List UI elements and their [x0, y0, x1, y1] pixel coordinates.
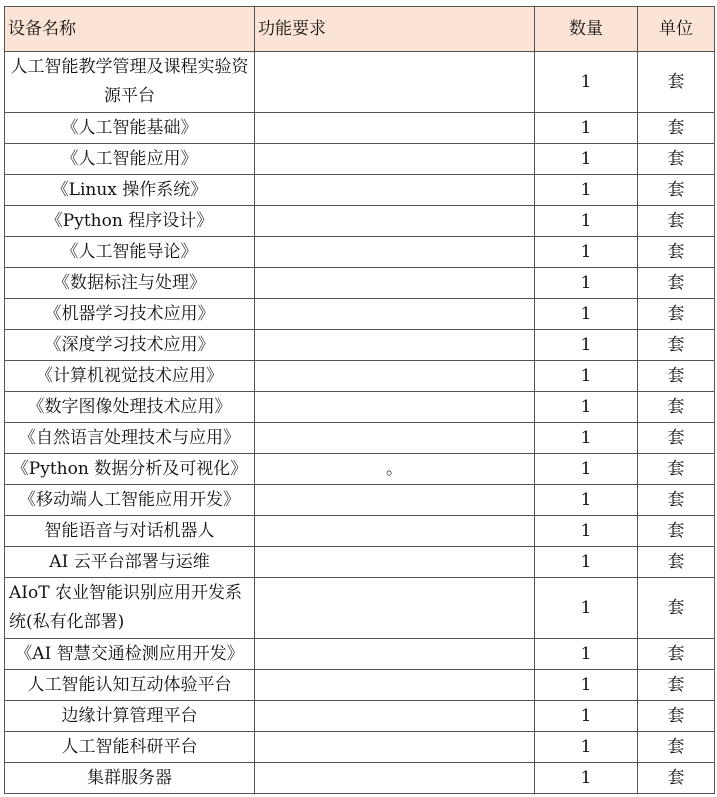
device-name-cell: 人工智能科研平台 [5, 732, 255, 763]
function-cell [255, 299, 535, 330]
unit-cell: 套 [638, 330, 715, 361]
function-cell [255, 52, 535, 113]
function-cell [255, 330, 535, 361]
unit-cell: 套 [638, 547, 715, 578]
unit-cell: 套 [638, 423, 715, 454]
quantity-cell: 1 [535, 701, 638, 732]
unit-cell: 套 [638, 113, 715, 144]
equipment-table [4, 6, 715, 794]
function-cell [255, 423, 535, 454]
function-cell [255, 701, 535, 732]
header-device-name: 设备名称 [5, 7, 255, 52]
device-name-cell: 《数字图像处理技术应用》 [5, 392, 255, 423]
quantity-cell: 1 [535, 454, 638, 485]
quantity-cell: 1 [535, 175, 638, 206]
device-name-cell: 集群服务器 [5, 763, 255, 794]
device-name-cell: 《移动端人工智能应用开发》 [5, 485, 255, 516]
device-name-cell: 《Python 数据分析及可视化》 [5, 454, 255, 485]
quantity-cell: 1 [535, 732, 638, 763]
device-name-cell: 《人工智能基础》 [5, 113, 255, 144]
device-name-cell: 《计算机视觉技术应用》 [5, 361, 255, 392]
header-quantity: 数量 [535, 7, 638, 52]
quantity-cell: 1 [535, 547, 638, 578]
quantity-cell: 1 [535, 485, 638, 516]
unit-cell: 套 [638, 175, 715, 206]
device-name-cell: 《AI 智慧交通检测应用开发》 [5, 639, 255, 670]
quantity-cell: 1 [535, 763, 638, 794]
table-row [5, 732, 715, 763]
quantity-cell: 1 [535, 670, 638, 701]
unit-cell: 套 [638, 268, 715, 299]
table-row [5, 701, 715, 732]
unit-cell: 套 [638, 732, 715, 763]
quantity-cell: 1 [535, 516, 638, 547]
device-name-cell: 《Python 程序设计》 [5, 206, 255, 237]
unit-cell: 套 [638, 670, 715, 701]
function-cell [255, 206, 535, 237]
table-row [5, 175, 715, 206]
header-function: 功能要求 [255, 7, 535, 52]
unit-cell: 套 [638, 237, 715, 268]
function-cell [255, 113, 535, 144]
quantity-cell: 1 [535, 392, 638, 423]
table-row [5, 144, 715, 175]
table-row [5, 237, 715, 268]
table-row [5, 763, 715, 794]
device-name-cell: 《人工智能应用》 [5, 144, 255, 175]
quantity-cell: 1 [535, 330, 638, 361]
function-cell [255, 175, 535, 206]
unit-cell: 套 [638, 206, 715, 237]
unit-cell: 套 [638, 454, 715, 485]
quantity-cell: 1 [535, 237, 638, 268]
quantity-cell: 1 [535, 113, 638, 144]
unit-cell: 套 [638, 392, 715, 423]
quantity-cell: 1 [535, 206, 638, 237]
function-cell [255, 639, 535, 670]
quantity-cell: 1 [535, 361, 638, 392]
device-name-cell: AI 云平台部署与运维 [5, 547, 255, 578]
device-name-cell: 《Linux 操作系统》 [5, 175, 255, 206]
table-row [5, 547, 715, 578]
table-row [5, 392, 715, 423]
header-unit: 单位 [638, 7, 715, 52]
table-row [5, 670, 715, 701]
table-row [5, 268, 715, 299]
function-cell [255, 268, 535, 299]
function-cell: 。 [255, 454, 535, 485]
function-cell [255, 732, 535, 763]
table-row [5, 485, 715, 516]
table-row [5, 52, 715, 113]
device-name-cell: 《人工智能导论》 [5, 237, 255, 268]
device-name-cell: AIoT 农业智能识别应用开发系统(私有化部署) [5, 578, 255, 639]
device-name-cell: 人工智能教学管理及课程实验资源平台 [5, 52, 255, 113]
table-row [5, 639, 715, 670]
unit-cell: 套 [638, 516, 715, 547]
function-cell [255, 485, 535, 516]
function-cell [255, 144, 535, 175]
table-row [5, 454, 715, 485]
device-name-cell: 《机器学习技术应用》 [5, 299, 255, 330]
table-row [5, 113, 715, 144]
quantity-cell: 1 [535, 578, 638, 639]
quantity-cell: 1 [535, 268, 638, 299]
function-cell [255, 392, 535, 423]
unit-cell: 套 [638, 578, 715, 639]
unit-cell: 套 [638, 52, 715, 113]
device-name-cell: 边缘计算管理平台 [5, 701, 255, 732]
unit-cell: 套 [638, 299, 715, 330]
function-cell [255, 237, 535, 268]
function-cell [255, 670, 535, 701]
function-cell [255, 516, 535, 547]
unit-cell: 套 [638, 144, 715, 175]
unit-cell: 套 [638, 763, 715, 794]
unit-cell: 套 [638, 361, 715, 392]
device-name-cell: 人工智能认知互动体验平台 [5, 670, 255, 701]
device-name-cell: 《数据标注与处理》 [5, 268, 255, 299]
header-row [5, 7, 715, 52]
function-cell [255, 361, 535, 392]
table-row [5, 299, 715, 330]
unit-cell: 套 [638, 701, 715, 732]
quantity-cell: 1 [535, 144, 638, 175]
table-row [5, 361, 715, 392]
table-row [5, 206, 715, 237]
quantity-cell: 1 [535, 639, 638, 670]
quantity-cell: 1 [535, 423, 638, 454]
function-cell [255, 763, 535, 794]
quantity-cell: 1 [535, 299, 638, 330]
quantity-cell: 1 [535, 52, 638, 113]
table-row [5, 578, 715, 639]
unit-cell: 套 [638, 639, 715, 670]
table-row [5, 423, 715, 454]
table-row [5, 330, 715, 361]
function-cell [255, 547, 535, 578]
device-name-cell: 《自然语言处理技术与应用》 [5, 423, 255, 454]
function-cell [255, 578, 535, 639]
device-name-cell: 智能语音与对话机器人 [5, 516, 255, 547]
device-name-cell: 《深度学习技术应用》 [5, 330, 255, 361]
unit-cell: 套 [638, 485, 715, 516]
table-row [5, 516, 715, 547]
